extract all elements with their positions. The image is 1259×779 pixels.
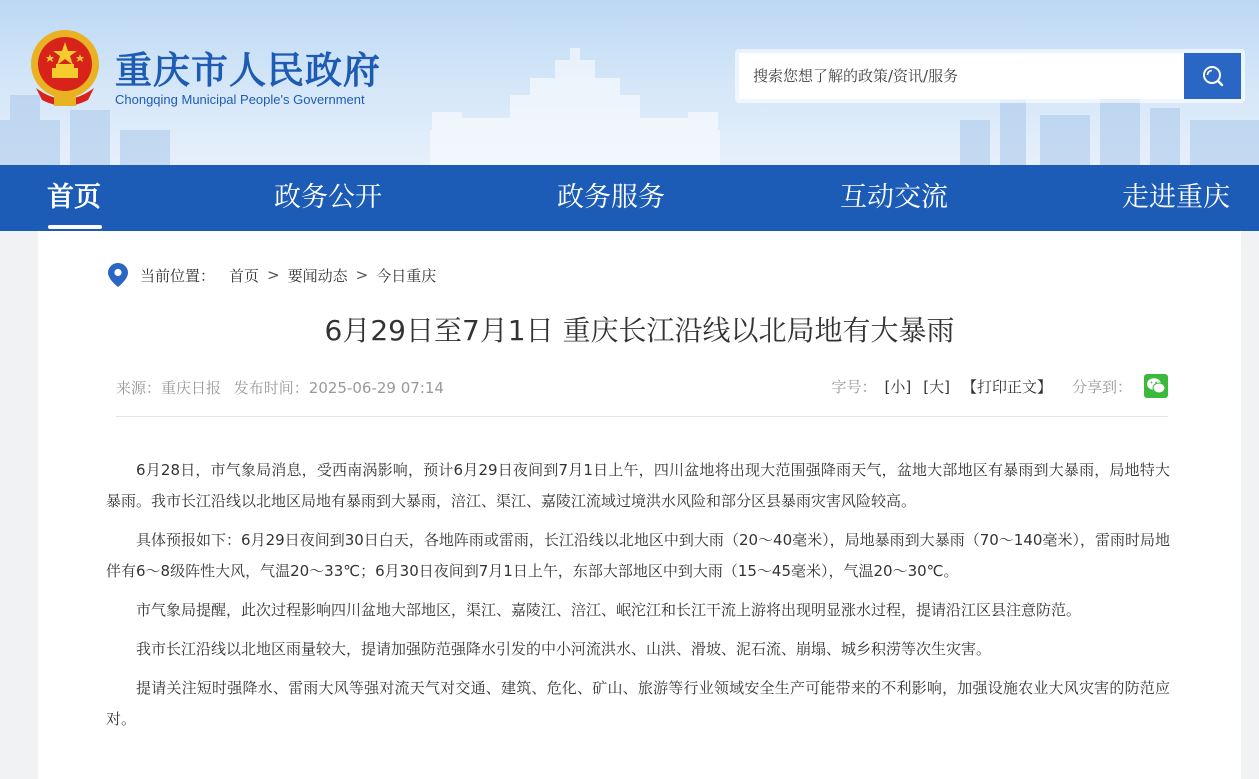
nav-item-interaction[interactable]: 互动交流: [840, 182, 948, 213]
article-paragraph: 提请关注短时强降水、雷雨大风等强对流天气对交通、建筑、危化、矿山、旅游等行业领域安全生产可能带来的不利影响，加强设施农业大风灾害的防范应对。: [106, 679, 1170, 728]
print-button[interactable]: 【打印正文】: [961, 377, 1052, 396]
nav-item-home[interactable]: 首页: [47, 182, 101, 213]
search-bar: [735, 49, 1245, 103]
national-emblem-icon: [26, 26, 104, 108]
breadcrumb-prefix: 当前位置：: [140, 266, 216, 285]
nav-item-services[interactable]: 政务服务: [557, 182, 665, 213]
breadcrumb-separator: >: [267, 266, 280, 284]
article-meta: [116, 371, 1168, 417]
location-pin-icon: [108, 263, 128, 287]
search-button[interactable]: [1184, 53, 1241, 99]
article-title: 6月29日至7月1日 重庆长江沿线以北局地有大暴雨: [324, 314, 955, 347]
site-title: 重庆市人民政府: [115, 49, 381, 92]
search-inner: [739, 53, 1241, 99]
font-small-button[interactable]: [小]: [884, 377, 912, 396]
search-icon: [1201, 64, 1225, 88]
breadcrumb-home[interactable]: 首页: [229, 266, 260, 285]
breadcrumb-today-chongqing[interactable]: 今日重庆: [376, 266, 437, 285]
article-source: 来源：重庆日报: [116, 379, 222, 397]
share-label: 分享到：: [1071, 377, 1132, 396]
site-header: [0, 0, 1259, 165]
article-paragraph: 我市长江沿线以北地区雨量较大，提请加强防范强降水引发的中小河流洪水、山洪、滑坡、泥石流、崩塌、城乡积涝等次生灾害。: [136, 640, 992, 658]
site-subtitle: Chongqing Municipal People's Government: [115, 92, 365, 107]
article-tools: [832, 371, 1168, 401]
article-paragraph: 具体预报如下：6月29日夜间到30日白天，各地阵雨或雷雨，长江沿线以北地区中到大雨（20～40毫米），局地暴雨到大暴雨（70～140毫米），雷雨时局地伴有6～8级阵性大风，气温20～33℃；6月30日夜间到7月1日上午，东部大部地区中到大雨（15～45毫米），气温20～30℃。: [106, 531, 1170, 580]
search-input[interactable]: [739, 53, 1186, 99]
article-paragraph: 6月28日，市气象局消息，受西南涡影响，预计6月29日夜间到7月1日上午，四川盆地将出现大范围强降雨天气，盆地大部地区有暴雨到大暴雨，局地特大暴雨。我市长江沿线以北地区局地有暴雨到大暴雨，涪江、渠江、嘉陵江流域过境洪水风险和部分区县暴雨灾害风险较高。: [106, 461, 1170, 510]
article-meta-info: [116, 377, 452, 398]
font-size-label: 字号：: [831, 377, 877, 396]
article-paragraph: 市气象局提醒，此次过程影响四川盆地大部地区，渠江、嘉陵江、涪江、岷沱江和长江干流上游将出现明显涨水过程，提请沿江区县注意防范。: [136, 601, 1082, 619]
article-publish-time: 发布时间：2025-06-29 07:14: [233, 379, 444, 397]
article-container: [38, 231, 1241, 779]
font-large-button[interactable]: [大]: [923, 377, 950, 396]
nav-active-indicator: [48, 225, 102, 229]
breadcrumb: [108, 263, 436, 287]
nav-item-about-chongqing[interactable]: 走进重庆: [1122, 182, 1230, 213]
wechat-icon: [1146, 377, 1166, 395]
article-body: [106, 455, 1170, 743]
breadcrumb-news[interactable]: 要闻动态: [287, 266, 348, 285]
nav-item-government-affairs[interactable]: 政务公开: [274, 182, 382, 213]
main-nav: [0, 165, 1259, 231]
wechat-share-button[interactable]: [1144, 374, 1168, 398]
breadcrumb-separator: >: [355, 266, 369, 284]
